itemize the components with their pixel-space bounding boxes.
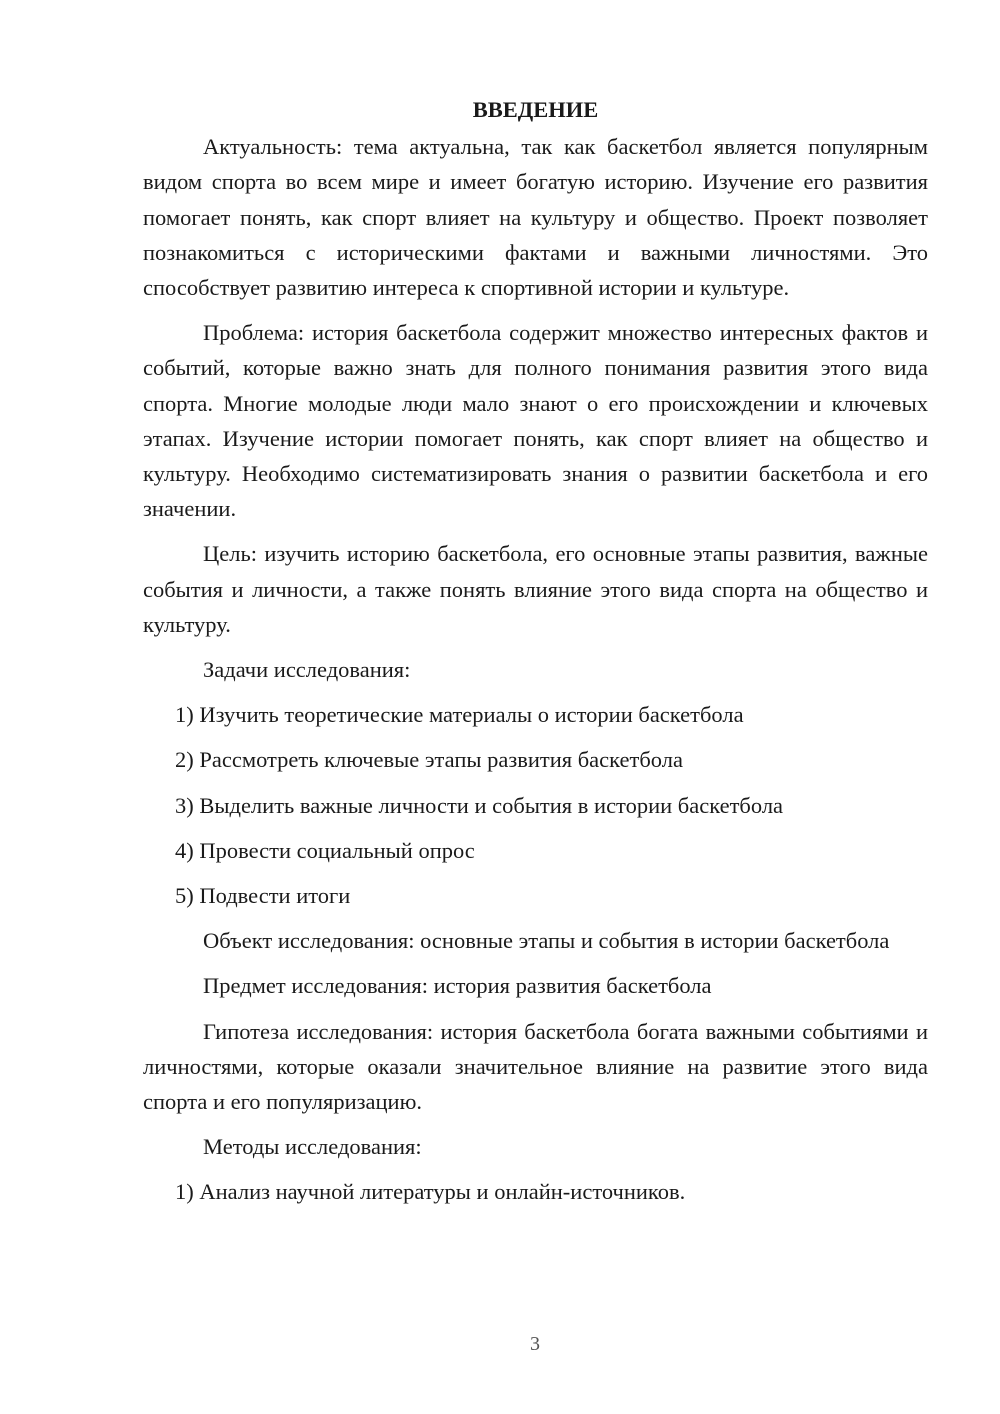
list-item: 3) Выделить важные личности и события в истории баскетбола: [175, 792, 784, 818]
relevance-paragraph: Актуальность: тема актуальна, так как баскетбол является популярным видом спорта во всем мире и имеет богатую историю. Изучение его развития помогает понять, как спорт влияет на культуру и общество. Проект позволяет познакомиться с историческими фактами и важными личностями. Это способствует развитию интереса к спортивной истории и культуре.: [143, 134, 928, 301]
page-number: 3: [530, 1333, 540, 1355]
goal-paragraph: Цель: изучить историю баскетбола, его основные этапы развития, важные события и личности, а также понять влияние этого вида спорта на общество и культуру.: [143, 541, 928, 637]
list-item: 2) Рассмотреть ключевые этапы развития баскетбола: [175, 747, 683, 773]
methods-label: Методы исследования:: [203, 1134, 422, 1160]
section-heading: ВВЕДЕНИЕ: [472, 97, 599, 122]
subject-paragraph: Предмет исследования: история развития баскетбола: [203, 973, 712, 999]
tasks-list: [143, 697, 928, 913]
object-paragraph: Объект исследования: основные этапы и события в истории баскетбола: [203, 928, 890, 954]
document-body: [143, 92, 928, 1220]
methods-list: [143, 1174, 928, 1209]
list-item: 5) Подвести итоги: [175, 883, 351, 909]
list-item: 4) Провести социальный опрос: [175, 837, 475, 863]
list-item: 1) Изучить теоретические материалы о истории баскетбола: [175, 702, 744, 728]
problem-paragraph: Проблема: история баскетбола содержит множество интересных фактов и событий, которые важно знать для полного понимания развития этого вида спорта. Многие молодые люди мало знают о его происхождении и ключевых этапах. Изучение истории помогает понять, как спорт влияет на общество и культуру. Необходимо систематизировать знания о развитии баскетбола и его значении.: [143, 320, 928, 522]
tasks-label: Задачи исследования:: [203, 657, 411, 683]
hypothesis-paragraph: Гипотеза исследования: история баскетбола богата важными событиями и личностями, которые оказали значительное влияние на развитие этого вида спорта и его популяризацию.: [143, 1018, 928, 1115]
list-item: 1) Анализ научной литературы и онлайн-источников.: [175, 1179, 686, 1205]
